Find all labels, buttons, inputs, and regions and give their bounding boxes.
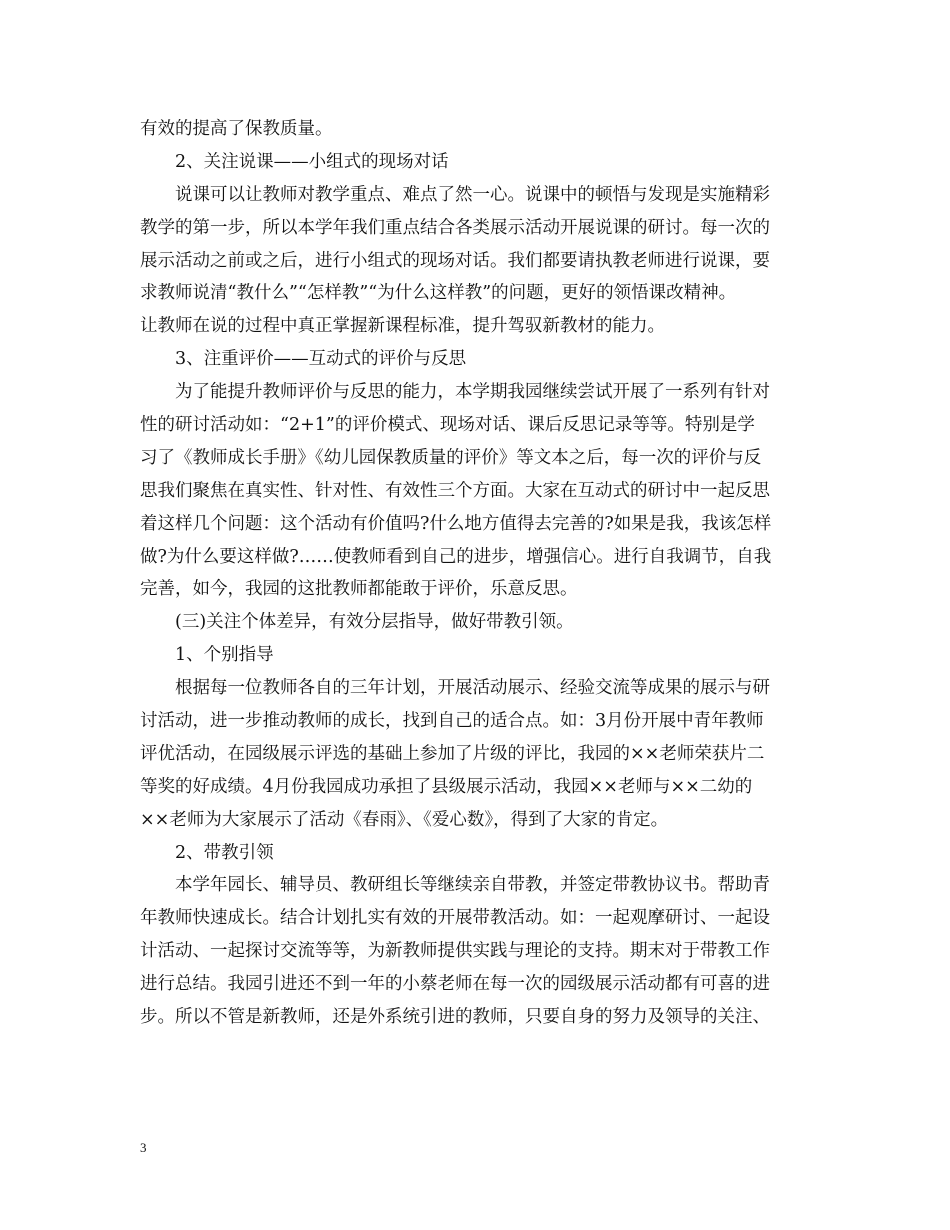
text-line: 评优活动，在园级展示评选的基础上参加了片级的评比，我园的××老师荣获片二	[140, 743, 765, 764]
text-line: (三)关注个体差异，有效分层指导，做好带教引领。	[175, 612, 574, 633]
text-line: 求教师说清“教什么”“怎样教”“为什么这样教”的问题，更好的领悟课改精神。	[140, 283, 737, 304]
text-line: 教学的第一步，所以本学年我们重点结合各类展示活动开展说课的研讨。每一次的	[140, 217, 770, 238]
text-line: 3、注重评价——互动式的评价与反思	[175, 349, 467, 370]
text-line: ××老师为大家展示了活动《春雨》、《爱心数》，得到了大家的肯定。	[140, 809, 669, 830]
text-line: 完善，如今，我园的这批教师都能敢于评价，乐意反思。	[140, 579, 578, 600]
text-line: 讨活动，进一步推动教师的成长，找到自己的适合点。如：3月份开展中青年教师	[140, 711, 764, 732]
text-line: 思我们聚焦在真实性、针对性、有效性三个方面。大家在互动式的研讨中一起反思	[140, 480, 770, 501]
text-line: 1、个别指导	[175, 645, 274, 666]
text-line: 根据每一位教师各自的三年计划，开展活动展示、经验交流等成果的展示与研	[175, 678, 770, 699]
text-line: 步。所以不管是新教师，还是外系统引进的教师，只要自身的努力及领导的关注、	[140, 1007, 770, 1028]
text-line: 习了《教师成长手册》《幼儿园保教质量的评价》等文本之后，每一次的评价与反	[140, 447, 762, 468]
text-line: 年教师快速成长。结合计划扎实有效的开展带教活动。如：一起观摩研讨、一起设	[140, 908, 770, 929]
text-line: 说课可以让教师对教学重点、难点了然一心。说课中的顿悟与发现是实施精彩	[175, 184, 770, 205]
text-line: 进行总结。我园引进还不到一年的小蔡老师在每一次的园级展示活动都有可喜的进	[140, 974, 770, 995]
text-line: 计活动、一起探讨交流等等，为新教师提供实践与理论的支持。期末对于带教工作	[140, 941, 770, 962]
text-line: 2、关注说课——小组式的现场对话	[175, 151, 449, 172]
text-line: 做?为什么要这样做?……使教师看到自己的进步，增强信心。进行自我调节，自我	[140, 546, 772, 567]
page-number: 3	[140, 1140, 147, 1155]
text-line: 让教师在说的过程中真正掌握新课程标准，提升驾驭新教材的能力。	[140, 316, 665, 337]
text-line: 本学年园长、辅导员、教研组长等继续亲自带教，并签定带教协议书。帮助青	[175, 875, 770, 896]
text-line: 展示活动之前或之后，进行小组式的现场对话。我们都要请执教老师进行说课，要	[140, 250, 770, 271]
text-line: 等奖的好成绩。4月份我园成功承担了县级展示活动，我园××老师与××二幼的	[140, 776, 753, 797]
text-line: 性的研讨活动如：“2+1”的评价模式、现场对话、课后反思记录等等。特别是学	[140, 415, 755, 436]
text-line: 为了能提升教师评价与反思的能力，本学期我园继续尝试开展了一系列有针对	[175, 382, 770, 403]
text-line: 有效的提高了保教质量。	[140, 119, 333, 139]
text-line: 着这样几个问题：这个活动有价值吗?什么地方值得去完善的?如果是我，我该怎样	[140, 513, 772, 534]
document-body	[140, 113, 820, 1034]
text-line: 2、带教引领	[175, 842, 274, 863]
